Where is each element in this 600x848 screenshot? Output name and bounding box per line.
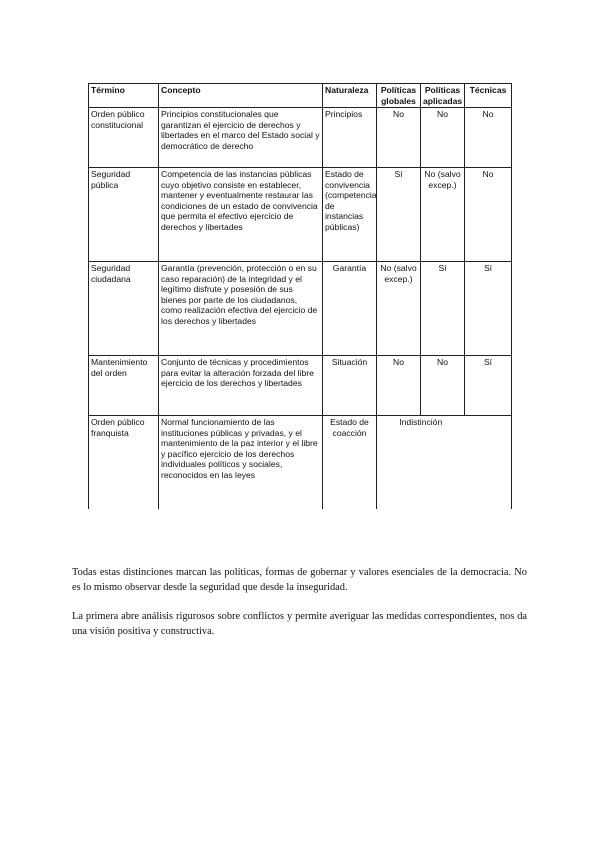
table-row <box>89 416 512 510</box>
paragraph-primera: La primera abre análisis rigurosos sobre conflictos y permite averiguar las medidas correspondientes, nos da una visión positiva y constructiva. <box>72 611 527 637</box>
header-tecnicas: Técnicas <box>465 84 512 108</box>
header-termino: Término <box>89 84 159 108</box>
cell-politicas-indistincion: Indistinción <box>377 416 465 510</box>
header-concepto: Concepto <box>159 84 323 108</box>
cell-naturaleza: Principios <box>323 108 377 168</box>
cell-politicas-globales: No <box>377 108 421 168</box>
cell-tecnicas: Sí <box>465 262 512 356</box>
cell-naturaleza: Estado de convivencia (competencia de instancias públicas) <box>323 168 377 262</box>
cell-termino: Seguridad ciudadana <box>89 262 159 356</box>
cell-termino: Mantenimiento del orden <box>89 356 159 416</box>
cell-politicas-aplicadas: No <box>421 108 465 168</box>
cell-termino: Orden público constitucional <box>89 108 159 168</box>
header-politicas-aplicadas: Políticas aplicadas <box>421 84 465 108</box>
cell-termino: Seguridad pública <box>89 168 159 262</box>
cell-politicas-globales: No <box>377 356 421 416</box>
paragraph-distinciones: Todas estas distinciones marcan las políticas, formas de gobernar y valores esenciales de la democracia. No es lo mismo observar desde la seguridad que desde la inseguridad. <box>72 567 527 593</box>
cell-concepto: Normal funcionamiento de las instituciones públicas y privadas, y el mantenimiento de la paz interior y el libre y pacífico ejercicio de los derechos individuales políticos y sociales, reconocidos en las leyes <box>159 416 323 510</box>
cell-naturaleza: Situación <box>323 356 377 416</box>
cell-politicas-aplicadas: No (salvo excep.) <box>421 168 465 262</box>
table-row <box>89 168 512 262</box>
cell-politicas-aplicadas: Sí <box>421 262 465 356</box>
cell-tecnicas: No <box>465 108 512 168</box>
terms-table <box>88 83 512 509</box>
cell-concepto: Conjunto de técnicas y procedimientos para evitar la alteración forzada del libre ejercicio de los derechos y libertades <box>159 356 323 416</box>
table-row <box>89 262 512 356</box>
cell-politicas-globales: No (salvo excep.) <box>377 262 421 356</box>
cell-concepto: Competencia de las instancias públicas cuyo objetivo consiste en establecer, mantener y eventualmente restaurar las condiciones de un estado de convivencia que permita el efectivo ejercicio de derechos y libertades <box>159 168 323 262</box>
cell-naturaleza: Estado de coacción <box>323 416 377 510</box>
cell-naturaleza: Garantía <box>323 262 377 356</box>
cell-tecnicas-empty <box>465 416 512 510</box>
table-header-row <box>89 84 512 108</box>
header-politicas-globales: Políticas globales <box>377 84 421 108</box>
cell-tecnicas: Sí <box>465 356 512 416</box>
header-naturaleza: Naturaleza <box>323 84 377 108</box>
cell-politicas-aplicadas: No <box>421 356 465 416</box>
cell-termino: Orden público franquista <box>89 416 159 510</box>
cell-concepto: Principios constitucionales que garantizan el ejercicio de derechos y libertades en el marco del Estado social y democrático de derecho <box>159 108 323 168</box>
cell-tecnicas: No <box>465 168 512 262</box>
table-row <box>89 108 512 168</box>
cell-politicas-globales: Sí <box>377 168 421 262</box>
cell-concepto: Garantía (prevención, protección o en su caso reparación) de la integridad y el legítimo disfrute y posesión de sus bienes por parte de los ciudadanos, como realización efectiva del ejercicio de los derechos y libertades <box>159 262 323 356</box>
table-row <box>89 356 512 416</box>
